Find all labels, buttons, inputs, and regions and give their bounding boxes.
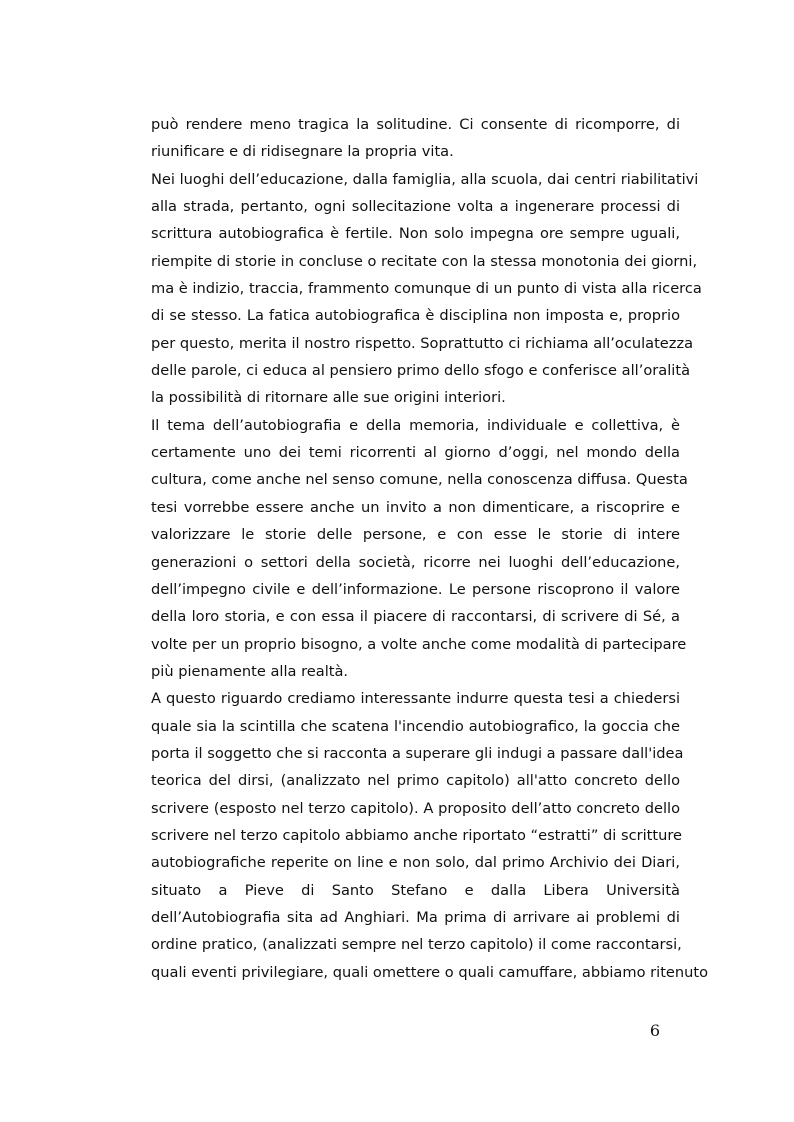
text-line: scrittura autobiografica è fertile. Non solo impegna ore sempre uguali, bbox=[151, 225, 680, 243]
text-line: cultura, come anche nel senso comune, nella conoscenza diffusa. Questa bbox=[151, 471, 688, 489]
text-line: Il tema dell’autobiografia e della memoria, individuale e collettiva, è bbox=[151, 416, 680, 434]
text-line: più pienamente alla realtà. bbox=[151, 662, 349, 680]
text-line: riempite di storie in concluse o recitate con la stessa monotonia dei giorni, bbox=[151, 252, 698, 270]
text-line: della loro storia, e con essa il piacere di raccontarsi, di scrivere di Sé, a bbox=[151, 608, 680, 626]
text-line: Nei luoghi dell’educazione, dalla famiglia, alla scuola, dai centri riabilitativi bbox=[151, 170, 699, 188]
text-line: per questo, merita il nostro rispetto. Soprattutto ci richiama all’oculatezza bbox=[151, 334, 694, 352]
text-line: delle parole, ci educa al pensiero primo dello sfogo e conferisce all’oralità bbox=[151, 362, 691, 380]
text-line: ma è indizio, traccia, frammento comunque di un punto di vista alla ricerca bbox=[151, 280, 702, 298]
text-line: scrivere (esposto nel terzo capitolo). A proposito dell’atto concreto dello bbox=[151, 799, 680, 817]
text-line: volte per un proprio bisogno, a volte anche come modalità di partecipare bbox=[151, 635, 687, 653]
text-line: quali eventi privilegiare, quali omettere o quali camuffare, abbiamo ritenuto bbox=[151, 963, 709, 981]
text-line: ordine pratico, (analizzati sempre nel terzo capitolo) il come raccontarsi, bbox=[151, 936, 682, 954]
text-line: alla strada, pertanto, ogni sollecitazione volta a ingenerare processi di bbox=[151, 198, 680, 216]
text-line: dell’Autobiografia sita ad Anghiari. Ma prima di arrivare ai problemi di bbox=[151, 908, 680, 926]
text-line: può rendere meno tragica la solitudine. Ci consente di ricomporre, di bbox=[151, 116, 680, 133]
text-line: dell’impegno civile e dell’informazione. Le persone riscoprono il valore bbox=[151, 580, 680, 598]
text-line: teorica del dirsi, (analizzato nel primo capitolo) all'atto concreto dello bbox=[151, 772, 680, 790]
text-line: A questo riguardo crediamo interessante indurre questa tesi a chiedersi bbox=[151, 690, 680, 708]
text-line: situato a Pieve di Santo Stefano e dalla Libera Università bbox=[151, 881, 680, 899]
text-line: riunificare e di ridisegnare la propria vita. bbox=[151, 143, 454, 161]
text-line: porta il soggetto che si racconta a superare gli indugi a passare dall'idea bbox=[151, 744, 684, 762]
text-line: quale sia la scintilla che scatena l'incendio autobiografico, la goccia che bbox=[151, 717, 680, 735]
text-line: scrivere nel terzo capitolo abbiamo anche riportato “estratti” di scritture bbox=[151, 826, 683, 844]
text-line: generazioni o settori della società, ricorre nei luoghi dell’educazione, bbox=[151, 553, 680, 571]
text-line: di se stesso. La fatica autobiografica è disciplina non imposta e, proprio bbox=[151, 307, 680, 325]
text-line: autobiografiche reperite on line e non solo, dal primo Archivio dei Diari, bbox=[151, 854, 680, 872]
text-line: certamente uno dei temi ricorrenti al giorno d’oggi, nel mondo della bbox=[151, 444, 680, 462]
body-text bbox=[151, 111, 709, 986]
page-number: 6 bbox=[649, 1021, 661, 1040]
text-line: la possibilità di ritornare alle sue origini interiori. bbox=[151, 389, 506, 407]
text-line: tesi vorrebbe essere anche un invito a non dimenticare, a riscoprire e bbox=[151, 498, 680, 516]
text-line: valorizzare le storie delle persone, e con esse le storie di intere bbox=[151, 526, 680, 544]
